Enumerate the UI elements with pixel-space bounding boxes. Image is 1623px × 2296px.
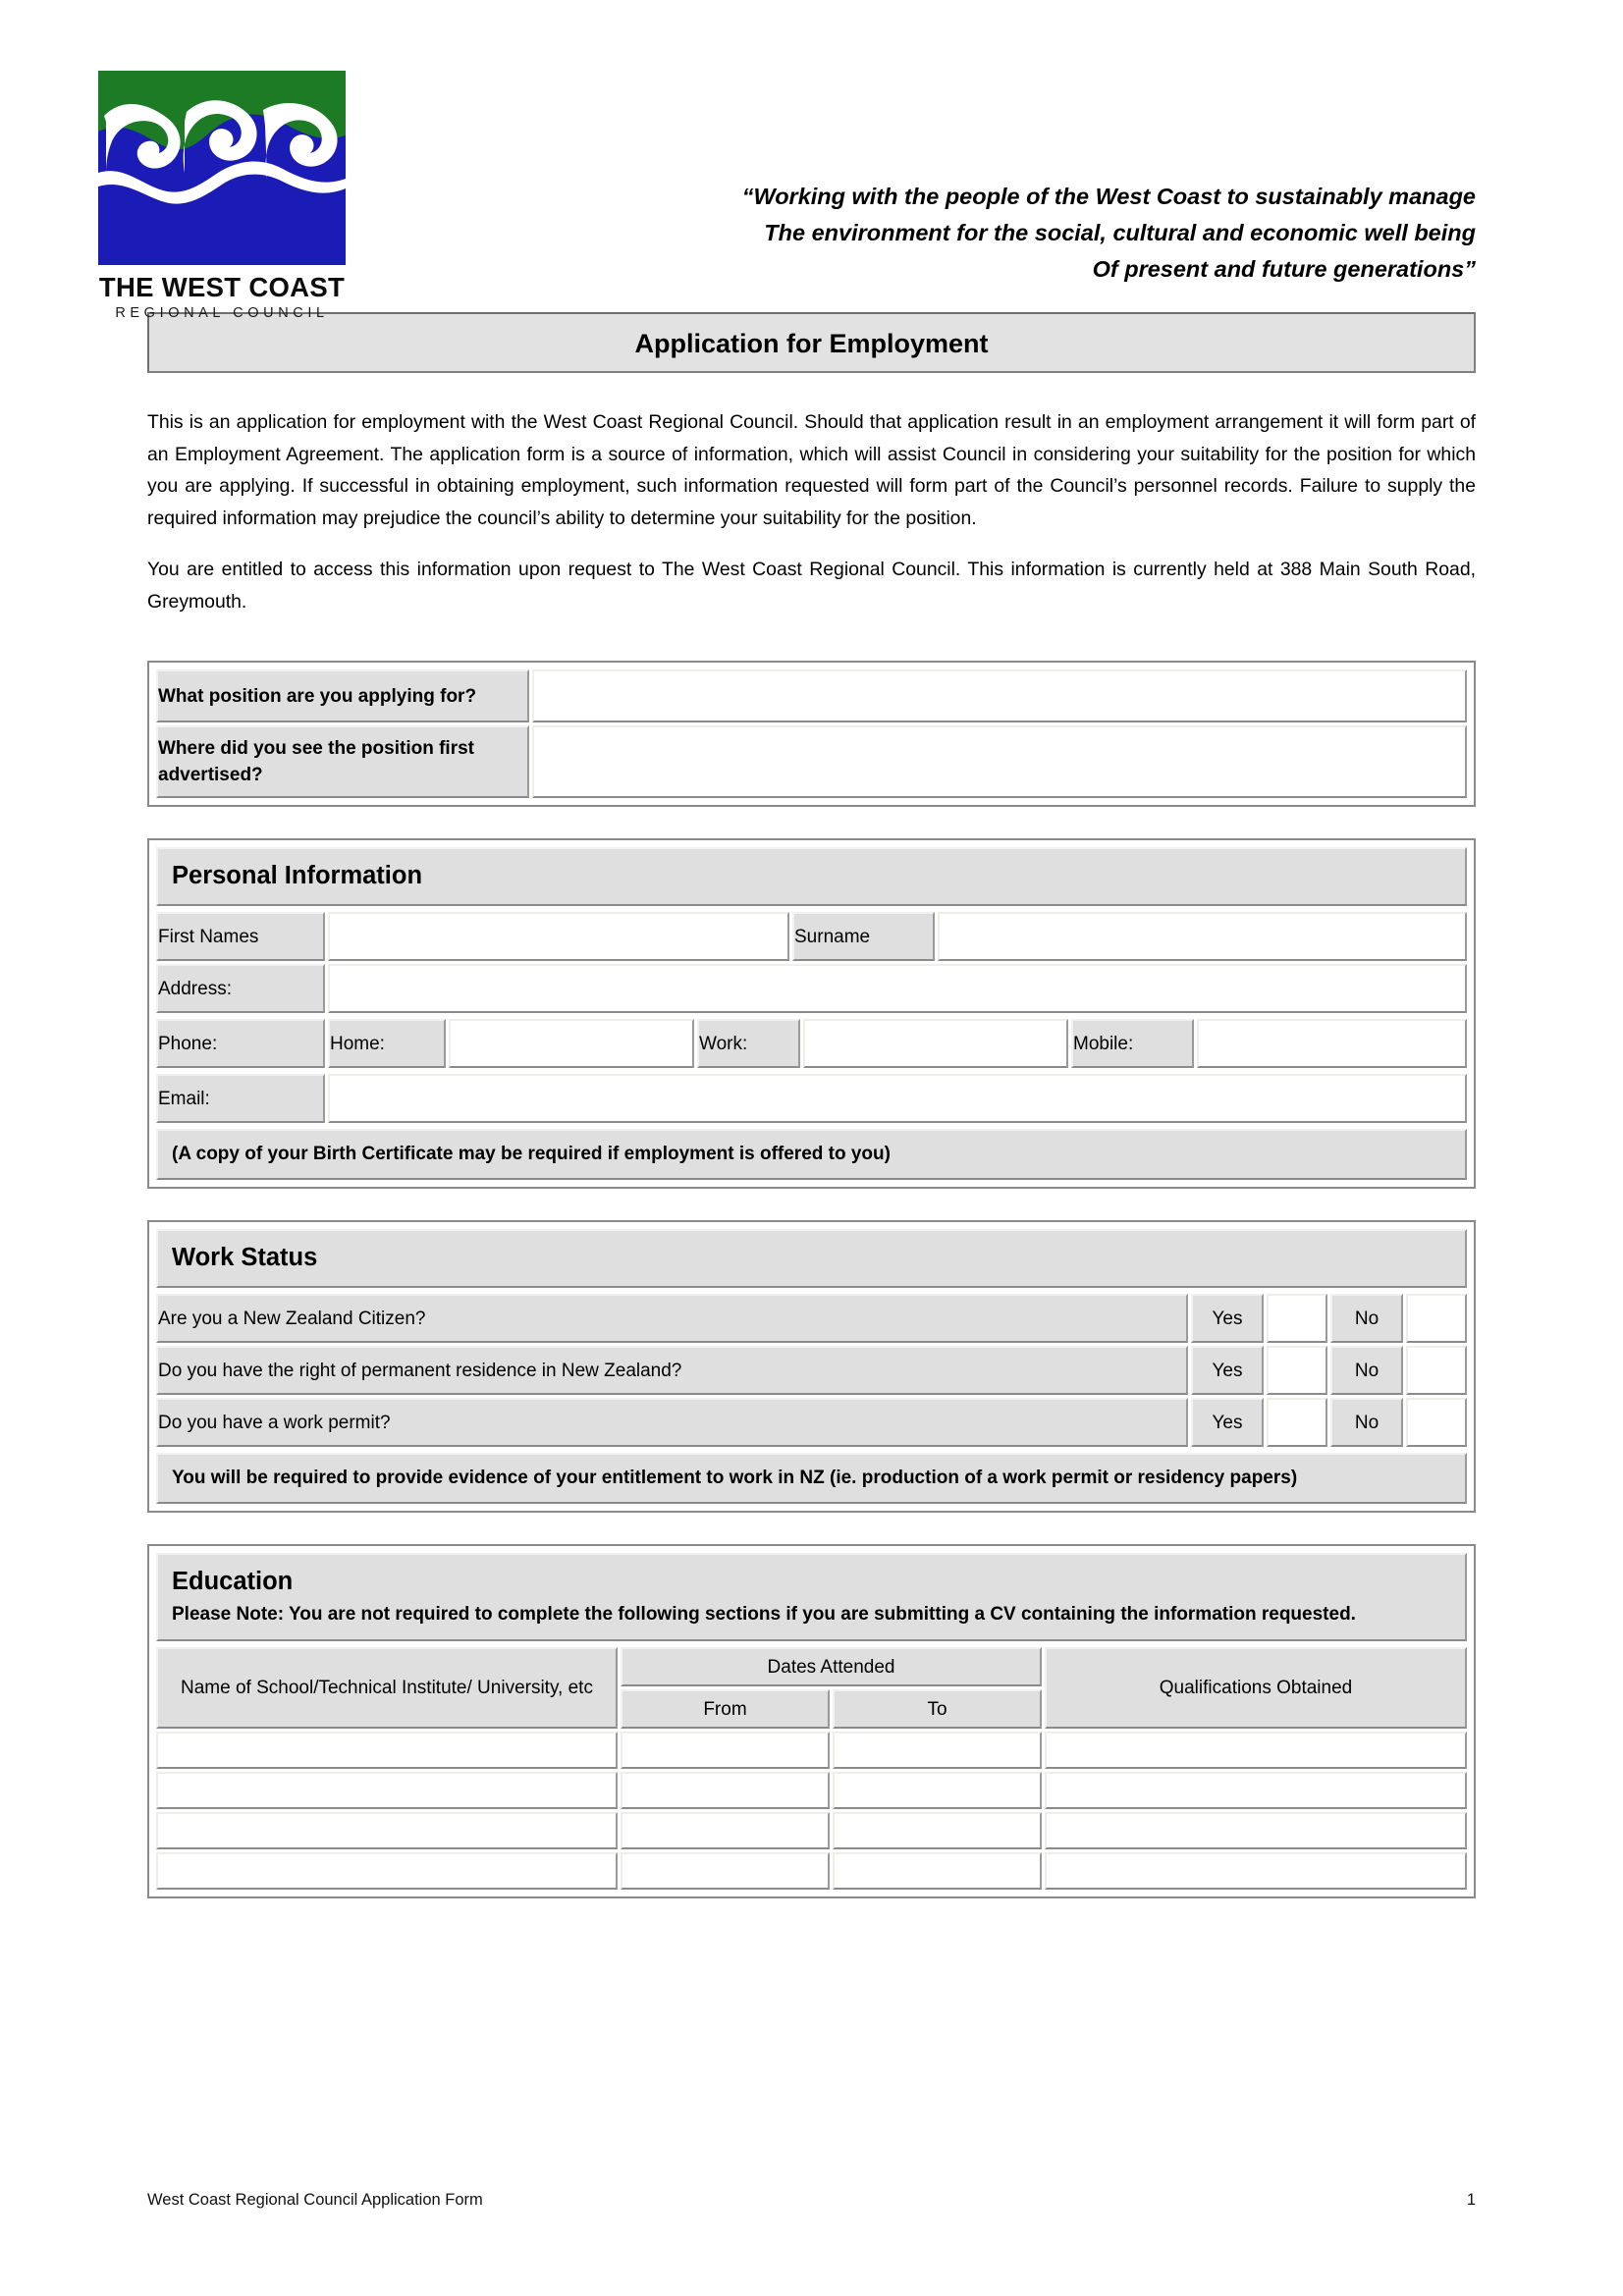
- council-logo: [98, 71, 353, 321]
- table-row: [156, 1398, 1467, 1447]
- work-status-no-label-2: No: [1330, 1346, 1403, 1395]
- logo-text-line1: THE WEST COAST: [98, 272, 346, 302]
- table-row: [156, 1074, 1467, 1123]
- home-phone-label: Home:: [328, 1019, 446, 1068]
- footer-left-text: West Coast Regional Council Application Form: [147, 2191, 483, 2209]
- position-advertised-input[interactable]: [532, 725, 1467, 798]
- education-note: Please Note: You are not required to complete the following sections if you are submitting a CV containing the information requested.: [172, 1604, 1356, 1625]
- work-status-section: [147, 1220, 1476, 1513]
- personal-information-table: [153, 909, 1470, 1016]
- home-phone-input[interactable]: [449, 1019, 694, 1068]
- table-row: [156, 964, 1467, 1013]
- work-status-no-checkbox-2[interactable]: [1406, 1346, 1467, 1395]
- education-from-input-2[interactable]: [621, 1772, 830, 1809]
- first-names-label: First Names: [156, 912, 325, 961]
- education-school-input-4[interactable]: [156, 1852, 618, 1890]
- work-status-no-label-3: No: [1330, 1398, 1403, 1447]
- table-row: [156, 1019, 1467, 1068]
- tagline-line-2: The environment for the social, cultural and economic well being: [764, 220, 1476, 245]
- table-row: [156, 669, 1467, 722]
- education-school-input-1[interactable]: [156, 1732, 618, 1769]
- education-from-input-1[interactable]: [621, 1732, 830, 1769]
- education-col-from-header: From: [621, 1689, 830, 1729]
- education-school-input-3[interactable]: [156, 1812, 618, 1849]
- table-row: [156, 1772, 1467, 1809]
- work-status-question-3: Do you have a work permit?: [156, 1398, 1188, 1447]
- work-status-yes-label-2: Yes: [1191, 1346, 1264, 1395]
- work-status-yes-checkbox-1[interactable]: [1267, 1294, 1327, 1343]
- first-names-input[interactable]: [328, 912, 789, 961]
- education-to-input-1[interactable]: [833, 1732, 1042, 1769]
- mobile-phone-label: Mobile:: [1071, 1019, 1194, 1068]
- address-input[interactable]: [328, 964, 1467, 1013]
- table-row: [156, 912, 1467, 961]
- work-status-table: [153, 1291, 1470, 1450]
- surname-label: Surname: [792, 912, 935, 961]
- email-table: [153, 1071, 1470, 1126]
- work-status-no-checkbox-3[interactable]: [1406, 1398, 1467, 1447]
- table-row: [156, 1294, 1467, 1343]
- education-table: [153, 1644, 1470, 1893]
- work-status-heading: Work Status: [172, 1244, 318, 1271]
- education-to-input-2[interactable]: [833, 1772, 1042, 1809]
- personal-information-heading: Personal Information: [172, 862, 423, 889]
- education-qualifications-input-3[interactable]: [1045, 1812, 1467, 1849]
- work-status-question-1: Are you a New Zealand Citizen?: [156, 1294, 1188, 1343]
- education-to-input-4[interactable]: [833, 1852, 1042, 1890]
- table-row: [156, 1812, 1467, 1849]
- table-row: [156, 1346, 1467, 1395]
- work-status-no-checkbox-1[interactable]: [1406, 1294, 1467, 1343]
- work-status-no-label-1: No: [1330, 1294, 1403, 1343]
- education-to-input-3[interactable]: [833, 1812, 1042, 1849]
- table-row: [156, 1732, 1467, 1769]
- page-title: Application for Employment: [634, 329, 989, 358]
- intro-paragraph-1: This is an application for employment with the West Coast Regional Council. Should that application result in an employment arrangement it will form part of an Employment Agreement. The application form is a source of information, which will assist Council in considering your suitability for the position for which you are applying. If successful in obtaining employment, such information requested will form part of the Council’s personnel records. Failure to supply the required information may prejudice the council’s ability to determine your suitability for the position.: [147, 411, 1476, 529]
- intro-paragraph-2: You are entitled to access this information upon request to The West Coast Regional Council. This information is currently held at 388 Main South Road, Greymouth.: [147, 559, 1476, 613]
- position-section: [147, 661, 1476, 807]
- phone-label: Phone:: [156, 1019, 325, 1068]
- work-status-yes-checkbox-3[interactable]: [1267, 1398, 1327, 1447]
- education-section: [147, 1544, 1476, 1898]
- work-status-yes-label-3: Yes: [1191, 1398, 1264, 1447]
- education-qualifications-input-1[interactable]: [1045, 1732, 1467, 1769]
- position-advertised-label: Where did you see the position first advertised?: [156, 725, 529, 798]
- education-heading-bar: [156, 1553, 1467, 1641]
- footer-page-number: 1: [1466, 2191, 1476, 2209]
- work-phone-input[interactable]: [803, 1019, 1068, 1068]
- education-col-dates-header: Dates Attended: [621, 1647, 1042, 1686]
- table-row: [156, 725, 1467, 798]
- phone-table: [153, 1016, 1470, 1071]
- email-input[interactable]: [328, 1074, 1467, 1123]
- position-applying-label: What position are you applying for?: [156, 669, 529, 722]
- mission-tagline: [592, 179, 1476, 288]
- email-label: Email:: [156, 1074, 325, 1123]
- west-coast-wave-logo-icon: [98, 71, 346, 265]
- tagline-line-1: “Working with the people of the West Coast to sustainably manage: [741, 184, 1476, 209]
- personal-information-heading-bar: [156, 847, 1467, 906]
- personal-information-section: [147, 838, 1476, 1189]
- work-status-question-2: Do you have the right of permanent residence in New Zealand?: [156, 1346, 1188, 1395]
- table-row: [156, 1852, 1467, 1890]
- logo-text-line2: REGIONAL COUNCIL: [115, 305, 329, 321]
- education-from-input-3[interactable]: [621, 1812, 830, 1849]
- education-col-qualifications-header: Qualifications Obtained: [1045, 1647, 1467, 1729]
- position-table: [153, 667, 1470, 801]
- surname-input[interactable]: [938, 912, 1467, 961]
- tagline-line-3: Of present and future generations”: [1092, 256, 1476, 282]
- work-status-yes-label-1: Yes: [1191, 1294, 1264, 1343]
- birth-certificate-note: (A copy of your Birth Certificate may be required if employment is offered to you): [156, 1129, 1467, 1180]
- education-heading: Education: [172, 1568, 294, 1595]
- work-status-yes-checkbox-2[interactable]: [1267, 1346, 1327, 1395]
- education-col-school-header: Name of School/Technical Institute/ University, etc: [156, 1647, 618, 1729]
- education-from-input-4[interactable]: [621, 1852, 830, 1890]
- intro-text: [147, 406, 1476, 617]
- work-phone-label: Work:: [697, 1019, 800, 1068]
- page-header: [98, 0, 1476, 321]
- page-footer: [147, 2191, 1476, 2210]
- work-status-heading-bar: [156, 1229, 1467, 1288]
- education-header-row: [156, 1647, 1467, 1686]
- work-entitlement-notice: You will be required to provide evidence of your entitlement to work in NZ (ie. production of a work permit or residency papers): [156, 1453, 1467, 1504]
- mobile-phone-input[interactable]: [1197, 1019, 1467, 1068]
- education-qualifications-input-2[interactable]: [1045, 1772, 1467, 1809]
- education-school-input-2[interactable]: [156, 1772, 618, 1809]
- form-title-banner: [147, 312, 1476, 373]
- address-label: Address:: [156, 964, 325, 1013]
- education-qualifications-input-4[interactable]: [1045, 1852, 1467, 1890]
- position-applying-input[interactable]: [532, 669, 1467, 722]
- education-col-to-header: To: [833, 1689, 1042, 1729]
